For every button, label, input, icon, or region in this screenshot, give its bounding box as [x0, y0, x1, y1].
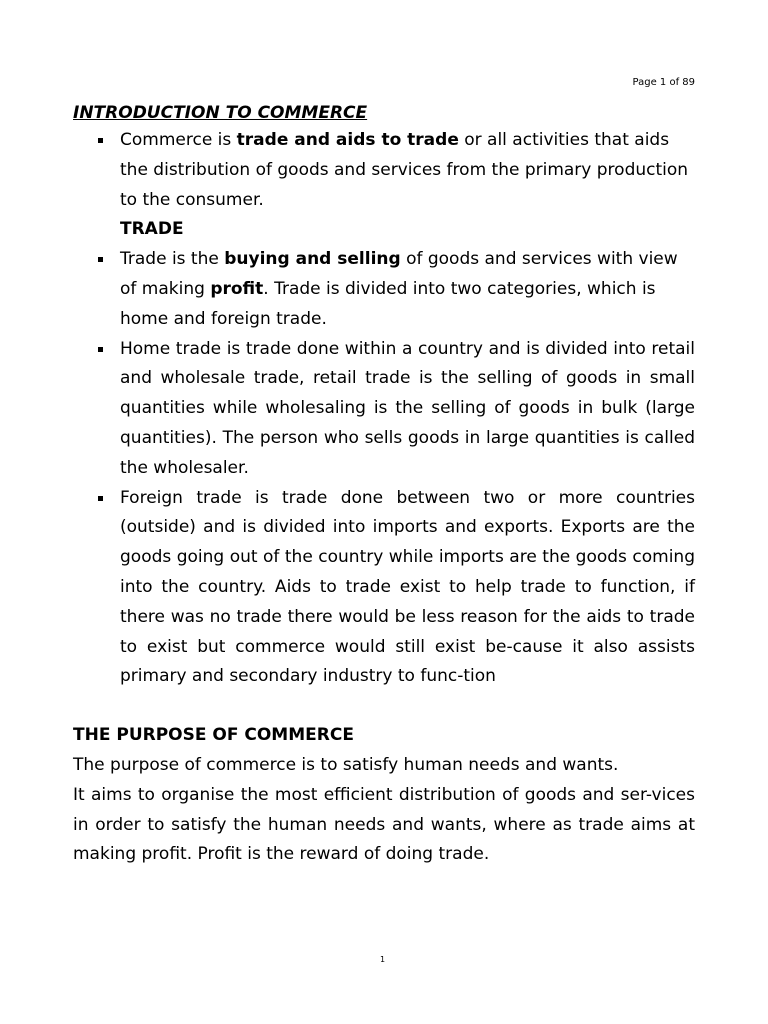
document-title: INTRODUCTION TO COMMERCE [73, 103, 368, 123]
bullet-commerce-definition [73, 126, 695, 215]
bullet2-text-post: . Trade is divided into two categories, which is home and foreign trade. [120, 278, 656, 329]
purpose-paragraph-1: The purpose of commerce is to satisfy human needs and wants. [73, 754, 619, 775]
purpose-heading: THE PURPOSE OF COMMERCE [73, 725, 354, 746]
document-body [73, 100, 695, 870]
subheading-trade-text: TRADE [120, 219, 184, 240]
subheading-trade [73, 215, 695, 245]
bullet1-text-bold: trade and aids to trade [236, 130, 459, 150]
intro-bullet-list [73, 126, 695, 692]
bullet-trade-definition [73, 245, 695, 334]
bullet-foreign-trade: Foreign trade is trade done between two or more countries (outside) and is divided into imports and exports. Exports are the goods going out of the country while imports are the goods coming into the country. Aids to trade exist to help trade to function, if there was no trade there would be less reason for the aids to trade to exist but commerce would still exist be-cause it also assists primary and secondary industry to func-tion [73, 484, 695, 693]
bullet2-text-bold2: profit [210, 278, 264, 299]
bullet1-text-pre: Commerce is [120, 130, 237, 150]
bullet2-text-pre: Trade is the [120, 249, 225, 270]
page-label: Page 1 of 89 [632, 77, 695, 88]
bullet1-text-post: or all activities that aids the distribution of goods and services from the primary production to the consumer. [120, 130, 689, 210]
purpose-paragraph-2: It aims to organise the most efficient distribution of goods and ser-vices in order to satisfy the human needs and wants, where as trade aims at making profit. Profit is the reward of doing trade. [73, 784, 695, 865]
bullet2-text-bold1: buying and selling [224, 249, 401, 270]
bullet2-text-mid: of goods and services with view of making [120, 249, 678, 299]
footer-page-number: 1 [380, 955, 386, 964]
bullet-home-trade: Home trade is trade done within a country and is divided into retail and wholesale trade, retail trade is the selling of goods in small quantities while wholesaling is the selling of goods in bulk (large quantities). The person who sells goods in large quantities is called the wholesaler. [73, 335, 695, 484]
